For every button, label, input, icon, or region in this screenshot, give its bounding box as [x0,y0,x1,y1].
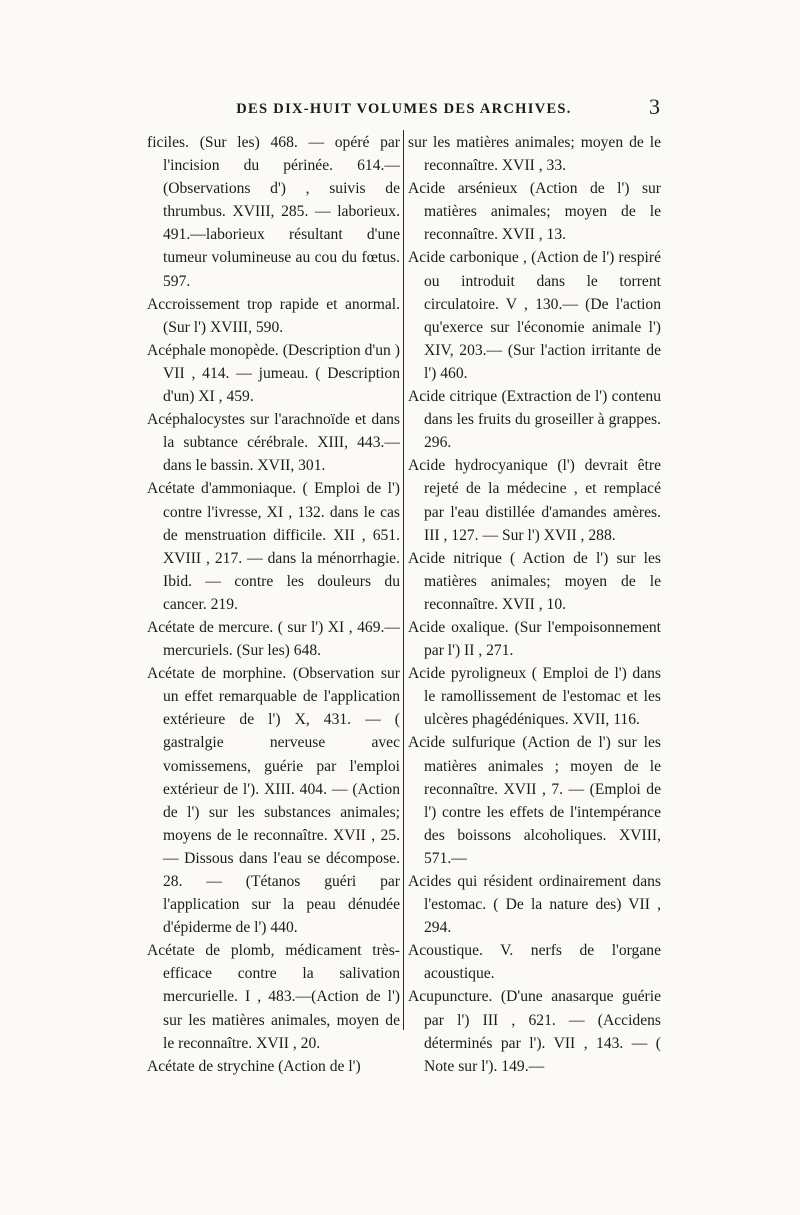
index-entry: Acétate de plomb, médicament très-efficace contre la salivation mercurielle. I , 483.—(Action de l') sur les matières animales, moyen de le reconnaître. XVII , 20. [147,942,400,1052]
column-divider [403,130,404,1030]
index-entry: Acide carbonique , (Action de l') respiré ou introduit dans le torrent circulatoire. V , 130.— (De l'action qu'exerce sur l'économie animale l') XIV, 203.— (Sur l'action irritante de l') 460. [408,249,661,382]
index-entry: Acide oxalique. (Sur l'empoisonnement par l') II , 271. [408,618,661,660]
index-entry: Acoustique. V. nerfs de l'organe acoustique. [408,942,661,983]
page-header [148,94,660,123]
index-entry: sur les matières animales; moyen de le reconnaître. XVII , 33. [408,134,661,175]
right-column [408,131,661,1078]
index-entry: Acéphale monopède. (Description d'un ) VII , 414. — jumeau. ( Description d'un) XI , 459. [147,341,400,406]
index-entry: Acide nitrique ( Action de l') sur les matières animales; moyen de le reconnaître. XVII , 10. [408,549,661,613]
index-entry: Acide pyroligneux ( Emploi de l') dans le ramollissement de l'estomac et les ulcères phagédéniques. XVII, 116. [408,665,661,729]
index-entry: Acétate de strychine (Action de l') [147,1057,361,1075]
page-number: 3 [649,94,660,119]
index-entry: Acupuncture. (D'une anasarque guérie par l') III , 621. — (Accidens déterminés par l'). VII , 143. — ( Note sur l'). 149.— [408,988,661,1075]
index-entry: Acide citrique (Extraction de l') contenu dans les fruits du groseiller à grappes. 296. [408,388,661,452]
index-entry: Acéphalocystes sur l'arachnoïde et dans la subtance cérébrale. XIII, 443.— dans le bassin. XVII, 301. [147,411,400,475]
left-column [147,131,400,1078]
index-entry: Acide arsénieux (Action de l') sur matières animales; moyen de le reconnaître. XVII , 13. [408,180,661,244]
index-entry: Acide sulfurique (Action de l') sur les matières animales ; moyen de le reconnaître. XVII , 7. — (Emploi de l') contre les effets de l'intempérance des boissons alcoholiques. XVIII, 571.— [408,734,661,867]
index-entry: Acide hydrocyanique (l') devrait être rejeté de la médecine , et remplacé par l'eau distillée d'amandes amères. III , 127. — Sur l') XVII , 288. [408,457,661,544]
index-entry: ficiles. (Sur les) 468. — opéré par l'incision du périnée. 614.— (Observations d') , suivis de thrumbus. XVIII, 285. — laborieux. 491.—laborieux résultant d'une tumeur volumineuse au cou du fœtus. 597. [147,134,400,290]
index-entry: Accroissement trop rapide et anormal. (Sur l') XVIII, 590. [147,295,400,336]
index-entry: Acétate d'ammoniaque. ( Emploi de l') contre l'ivresse, XI , 132. dans le cas de menstruation difficile. XII , 651. XVIII , 217. — dans la ménorrhagie. Ibid. — contre les douleurs du cancer. 219. [147,480,400,613]
index-entry: Acétate de morphine. (Observation sur un effet remarquable de l'application extérieure de l') X, 431. — ( gastralgie nerveuse avec vomissemens, guérie par l'emploi extérieur de l'). XIII. 404. — (Action de l') sur les substances animales; moyens de le reconnaître. XVII , 25. — Dissous dans l'eau se décompose. 28. — (Tétanos guéri par l'application sur la peau dénudée d'épiderme de l') 440. [147,665,400,937]
index-entry: Acétate de mercure. ( sur l') XI , 469.—mercuriels. (Sur les) 648. [147,618,400,660]
index-entry: Acides qui résident ordinairement dans l'estomac. ( De la nature des) VII , 294. [408,873,661,937]
running-head: DES DIX-HUIT VOLUMES DES ARCHIVES. [236,101,572,117]
